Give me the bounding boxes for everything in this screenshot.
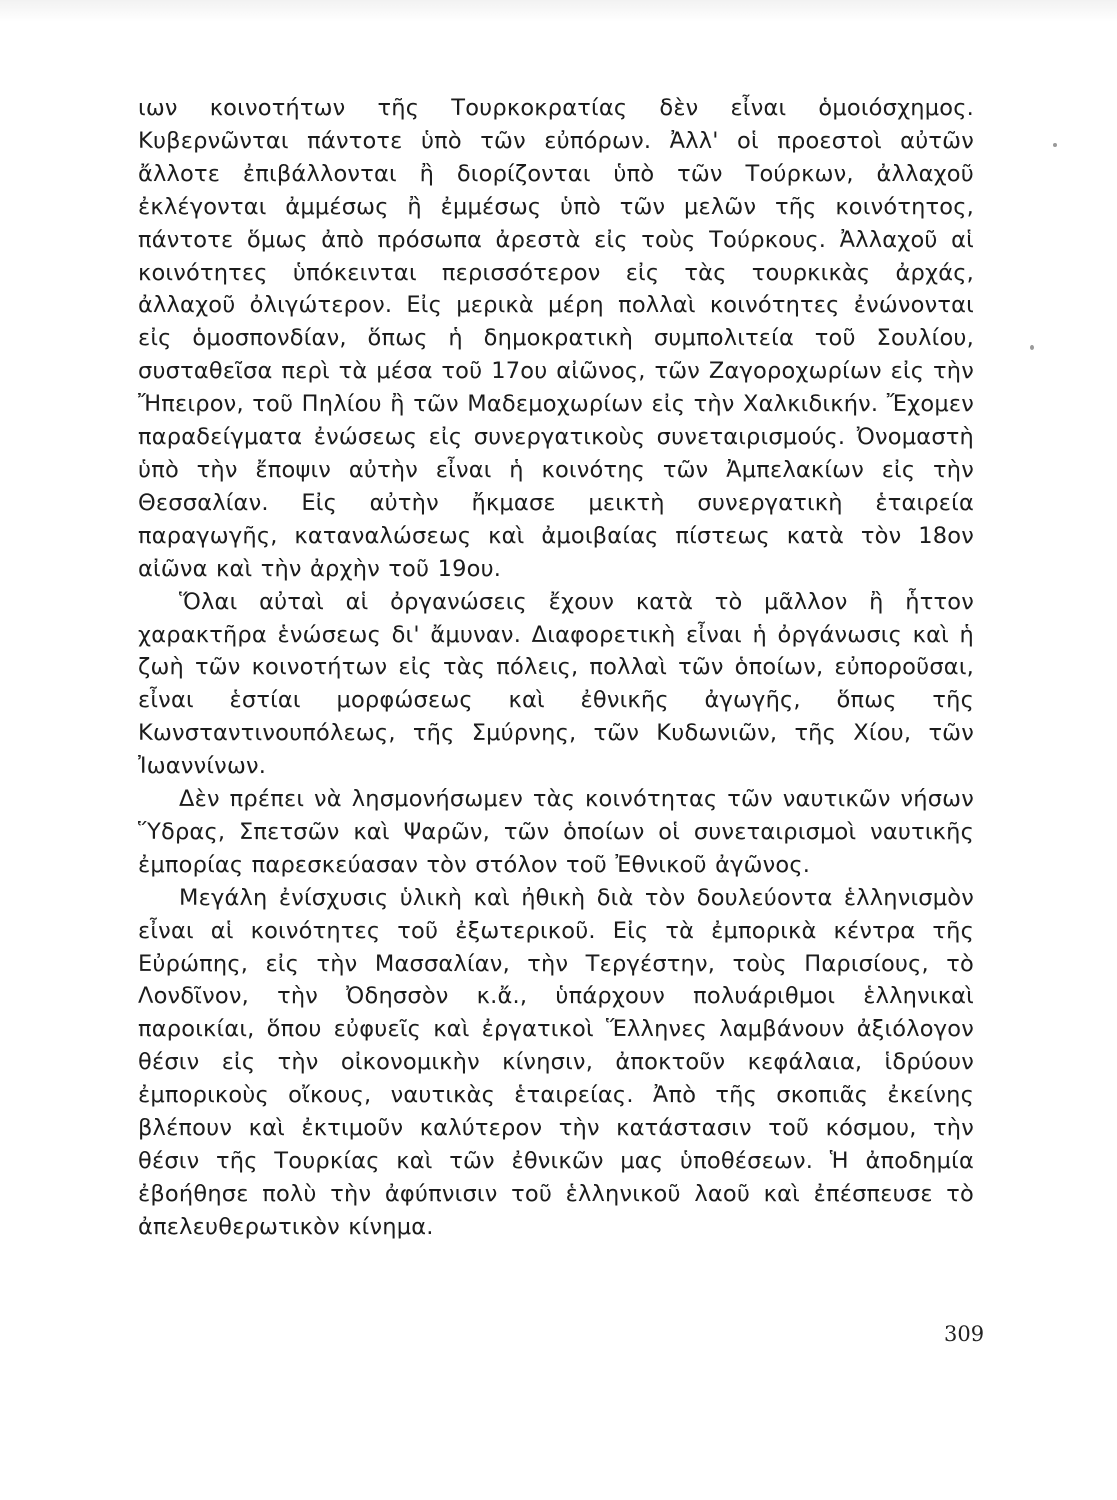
- paragraph: ιων κοινοτήτων τῆς Τουρκοκρατίας δὲν εἶναι ὁμοιόσχημος. Κυβερνῶνται πάντοτε ὑπὸ τῶν εὐπόρων. Ἀλλ' οἱ προεστοὶ αὐτῶν ἄλλοτε ἐπιβάλλονται ἢ διορίζονται ὑπὸ τῶν Τούρκων, ἀλλαχοῦ ἐκλέγονται ἀμμέσως ἢ ἐμμέσως ὑπὸ τῶν μελῶν τῆς κοινότητος, πάντοτε ὅμως ἀπὸ πρόσωπα ἀρεστὰ εἰς τοὺς Τούρκους. Ἀλλαχοῦ αἱ κοινότητες ὑπόκεινται περισσότερον εἰς τὰς τουρκικὰς ἀρχάς, ἀλλαχοῦ ὀλιγώτερον. Εἰς μερικὰ μέρη πολλαὶ κοινότητες ἐνώνονται εἰς ὁμοσπονδίαν, ὅπως ἡ δημοκρατικὴ συμπολιτεία τοῦ Σουλίου, συσταθεῖσα περὶ τὰ μέσα τοῦ 17ου αἰῶνος, τῶν Ζαγοροχωρίων εἰς τὴν Ἤπειρον, τοῦ Πηλίου ἢ τῶν Μαδεμοχωρίων εἰς τὴν Χαλκιδικήν. Ἔχομεν παραδείγματα ἐνώσεως εἰς συνεργατικοὺς συνεταιρισμούς. Ὀνομαστὴ ὑπὸ τὴν ἔποψιν αὐτὴν εἶναι ἡ κοινότης τῶν Ἀμπελακίων εἰς τὴν Θεσσαλίαν. Εἰς αὐτὴν ἤκμασε μεικτὴ συνεργατικὴ ἑταιρεία παραγωγῆς, καταναλώσεως καὶ ἀμοιβαίας πίστεως κατὰ τὸν 18ον αἰῶνα καὶ τὴν ἀρχὴν τοῦ 19ου.: [138, 95, 974, 582]
- paragraph: Μεγάλη ἐνίσχυσις ὑλικὴ καὶ ἠθικὴ διὰ τὸν δουλεύοντα ἑλληνισμὸν εἶναι αἱ κοινότητες τοῦ ἐξωτερικοῦ. Εἰς τὰ ἐμπορικὰ κέντρα τῆς Εὐρώπης, εἰς τὴν Μασσαλίαν, τὴν Τεργέστην, τοὺς Παρισίους, τὸ Λονδῖνον, τὴν Ὀδησσὸν κ.ἄ., ὑπάρχουν πολυάριθμοι ἑλληνικαὶ παροικίαι, ὅπου εὐφυεῖς καὶ ἐργατικοὶ Ἕλληνες λαμβάνουν ἀξιόλογον θέσιν εἰς τὴν οἰκονομικὴν κίνησιν, ἀποκτοῦν κεφάλαια, ἱδρύουν ἐμπορικοὺς οἴκους, ναυτικὰς ἑταιρείας. Ἀπὸ τῆς σκοπιᾶς ἐκείνης βλέπουν καὶ ἐκτιμοῦν καλύτερον τὴν κατάστασιν τοῦ κόσμου, τὴν θέσιν τῆς Τουρκίας καὶ τῶν ἐθνικῶν μας ὑποθέσεων. Ἡ ἀποδημία ἐβοήθησε πολὺ τὴν ἀφύπνισιν τοῦ ἑλληνικοῦ λαοῦ καὶ ἐπέσπευσε τὸ ἀπελευθερωτικὸν κίνημα.: [138, 884, 974, 1240]
- scan-speck: [1030, 345, 1034, 350]
- paragraph: Δὲν πρέπει νὰ λησμονήσωμεν τὰς κοινότητας τῶν ναυτικῶν νήσων Ὕδρας, Σπετσῶν καὶ Ψαρῶν, τῶν ὁποίων οἱ συνεταιρισμοὶ ναυτικῆς ἐμπορίας παρεσκεύασαν τὸν στόλον τοῦ Ἐθνικοῦ ἀγῶνος.: [138, 786, 974, 878]
- body-text: [138, 92, 974, 1244]
- page-number: 309: [944, 1322, 985, 1346]
- page-top-edge: [0, 0, 1117, 22]
- paragraph: Ὅλαι αὐταὶ αἱ ὀργανώσεις ἔχουν κατὰ τὸ μᾶλλον ἢ ἧττον χαρακτῆρα ἑνώσεως δι' ἄμυναν. Διαφορετικὴ εἶναι ἡ ὀργάνωσις καὶ ἡ ζωὴ τῶν κοινοτήτων εἰς τὰς πόλεις, πολλαὶ τῶν ὁποίων, εὐποροῦσαι, εἶναι ἑστίαι μορφώσεως καὶ ἐθνικῆς ἀγωγῆς, ὅπως τῆς Κωνσταντινουπόλεως, τῆς Σμύρνης, τῶν Κυδωνιῶν, τῆς Χίου, τῶν Ἰωαννίνων.: [138, 588, 974, 780]
- scan-speck: [1053, 143, 1057, 147]
